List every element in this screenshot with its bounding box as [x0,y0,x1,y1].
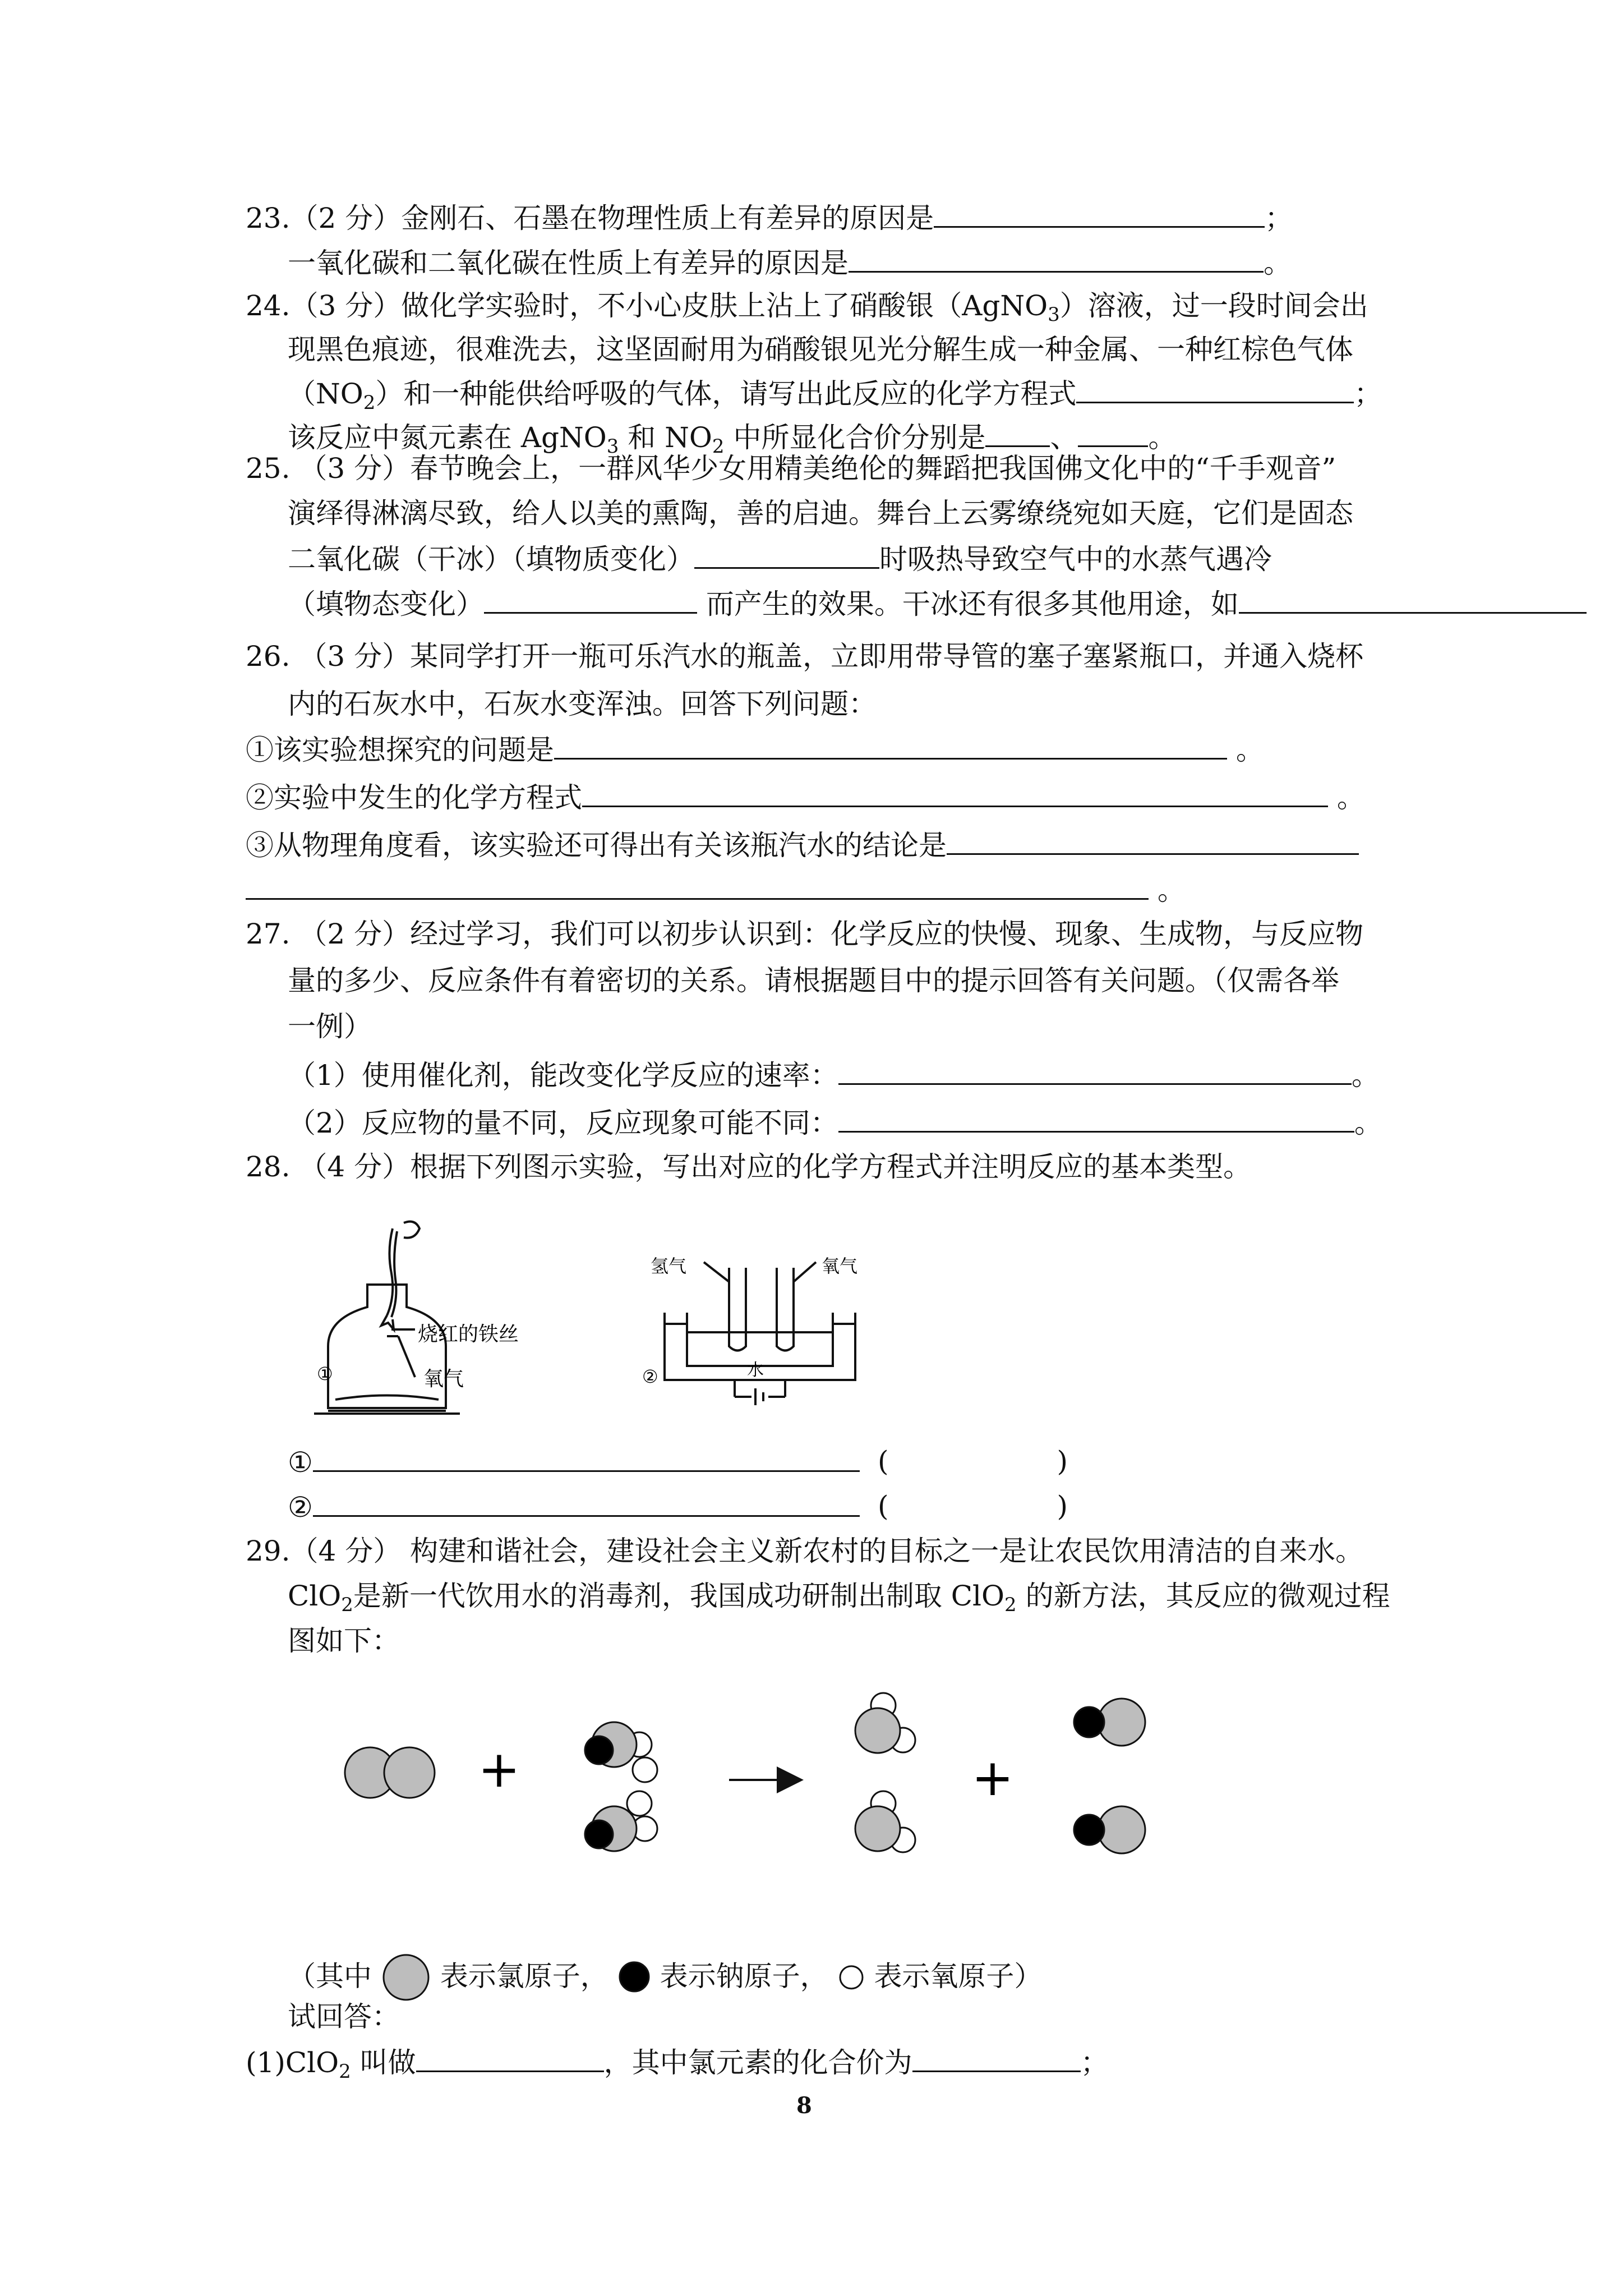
q26-blank2[interactable] [582,780,1328,807]
q29-line1: 29.（4 分） 构建和谐社会，建设社会主义新农村的目标之一是让农民饮用清洁的自来水。 [246,1535,1364,1567]
iron-combustion-figure [303,1217,583,1419]
q26-item2: ②实验中发生的化学方程式 。 [246,780,1365,815]
q27-item1: （1）使用催化剂，能改变化学反应的速率： 。 [288,1057,1380,1092]
oxygen-gas-label: 氧气 [822,1255,858,1277]
q24-line2: 现黑色痕迹，很难洗去，这坚固耐用为硝酸银见光分解生成一种金属、一种红棕色气体 [288,333,1353,366]
q29-line3: 图如下： [288,1625,400,1657]
q27-line2: 量的多少、反应条件有着密切的关系。请根据题目中的提示回答有关问题。（仅需各举 [288,964,1339,997]
q27-blank1[interactable] [838,1057,1352,1085]
q24-blank-equation[interactable] [1076,376,1354,403]
figure1-label: ① [317,1363,333,1384]
q29-legend: （其中 表示氯原子， 表示钠原子， 表示氧原子） [288,1952,1042,2003]
q26-blank3b[interactable] [246,872,1149,900]
water-label: 水 [747,1360,764,1380]
q23-blank1[interactable] [934,200,1265,228]
plus-sign-1: + [478,1740,520,1799]
naclo2-molecule-1 [585,1722,657,1782]
page-number: 8 [796,2092,812,2119]
q25-line1: 25. （3 分）春节晚会上，一群风华少女用精美绝伦的舞蹈把我国佛文化中的“千手观音” [246,452,1336,485]
q26-item1: ①该实验想探究的问题是 。 [246,732,1264,767]
clo2-molecule-2 [855,1791,915,1852]
naclo2-molecule-2 [585,1791,657,1851]
q28-answer1: ① [288,1444,860,1479]
figure2-label: ② [642,1366,658,1387]
reaction-diagram [314,1677,1189,1879]
q26-line1: 26. （3 分）某同学打开一瓶可乐汽水的瓶盖，立即用带导管的塞子塞紧瓶口，并通入烧杯 [246,640,1364,673]
sodium-atom-icon [617,1960,651,1994]
q28-line1: 28. （4 分）根据下列图示实验，写出对应的化学方程式并注明反应的基本类型。 [246,1151,1252,1183]
hydrogen-label: 氢气 [651,1255,687,1277]
q25-blank1[interactable] [694,541,879,569]
q28-blank-equation1[interactable] [313,1444,860,1472]
electrolysis-figure [631,1245,889,1414]
q26-item3: ③从物理角度看，该实验还可得出有关该瓶汽水的结论是 [246,827,1359,862]
q28-answer2: ② [288,1489,860,1524]
q24-line1: 24.（3 分）做化学实验时，不小心皮肤上沾上了硝酸银（AgNO$_3$）溶液，过一段时间会出 [246,289,1368,326]
q25-line4: （填物态变化） 而产生的效果。干冰还有很多其他用途，如 [288,586,1587,621]
q24-line4: 该反应中氮元素在 AgNO$_3$ 和 $NO_2$ 中所显化合价分别是 、 。 [288,420,1176,463]
oxygen-atom-icon [837,1963,865,1991]
clo2-molecule-1 [855,1693,915,1753]
q26-line2: 内的石灰水中，石灰水变浑浊。回答下列问题： [288,688,877,720]
nacl-molecule-1 [1074,1699,1145,1746]
q27-blank2[interactable] [838,1105,1354,1133]
q25-blank3[interactable] [1239,586,1587,614]
q27-item2: （2）反应物的量不同，反应现象可能不同： 。 [288,1105,1382,1140]
q24-line3: $(NO_2)$和一种能供给呼吸的气体，请写出此反应的化学方程式 ； [288,376,1382,420]
chlorine-atom-icon [381,1952,431,2003]
nacl-molecule-2 [1074,1806,1145,1853]
q28-type1: ( ) [878,1445,1068,1478]
q27-line3: 一例） [288,1010,372,1043]
q26-blank3a[interactable] [947,827,1359,855]
q24-blank-valence2[interactable] [1078,420,1148,447]
q26-blank1[interactable] [554,732,1227,760]
cl2-molecule [345,1747,435,1798]
q25-blank2[interactable] [484,586,697,614]
q25-line3: 二氧化碳（干冰）（填物质变化） 时吸热导致空气中的水蒸气遇冷 [288,541,1272,576]
iron-wire-label: 烧红的铁丝 [418,1323,519,1346]
q29-blank-name[interactable] [416,2045,604,2072]
q26-item3-cont: 。 [246,872,1186,907]
q29-sub1: (1)ClO$_2$ 叫做 ，其中氯元素的化合价为 ； [246,2045,1109,2088]
q28-type2: ( ) [878,1490,1068,1522]
q25-line2: 演绎得淋漓尽致，给人以美的熏陶，善的启迪。舞台上云雾缭绕宛如天庭，它们是固态 [288,497,1353,530]
q23-line2: 一氧化碳和二氧化碳在性质上有差异的原因是 。 [288,245,1292,280]
q29-try: 试回答： [288,2000,400,2033]
q24-blank-valence1[interactable] [985,420,1050,447]
plus-sign-2: + [971,1749,1014,1807]
q23-blank2[interactable] [849,245,1264,273]
q29-blank-valence[interactable] [912,2045,1081,2072]
q29-line2: ClO$_2$是新一代饮用水的消毒剂，我国成功研制出制取 ClO$_2$ 的新方法，其反应的微观过程 [288,1580,1390,1616]
q27-line1: 27. （2 分）经过学习，我们可以初步认识到：化学反应的快慢、现象、生成物，与反应物 [246,918,1364,950]
oxygen-label: 氧气 [423,1368,464,1391]
q23-line1: 23.（2 分）金刚石、石墨在物理性质上有差异的原因是 ； [246,200,1293,235]
q28-blank-equation2[interactable] [313,1489,860,1517]
